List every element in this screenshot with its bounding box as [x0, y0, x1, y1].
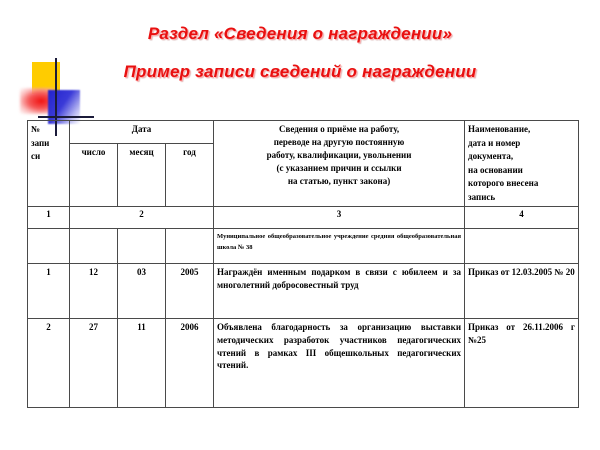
row-2-document: Приказ от 26.11.2006 г №25 [465, 319, 579, 408]
row-1-no: 1 [28, 264, 70, 319]
table-row [28, 319, 579, 408]
page-title: Раздел «Сведения о награждении» [147, 24, 453, 43]
header-record-no [28, 121, 70, 207]
column-number-4: 4 [465, 207, 579, 229]
header-record-no-line2: запи [31, 137, 50, 148]
row-2-info: Объявлена благодарность за организацию выставки методических разработок участников педагогических чтений в рамках III общешкольных педагогических чтений. [214, 319, 465, 408]
row-1-info: Награждён именным подарком в связи с юбилеем и за многолетний добросовестный труд [214, 264, 465, 319]
organization-cell-year [166, 229, 214, 264]
page-subtitle: Пример записи сведений о награждении [123, 62, 477, 81]
header-info [214, 121, 465, 207]
row-1-day: 12 [70, 264, 118, 319]
organization-name: Муниципальное общеобразовательное учреждение средняя общеобразовательная школа № 38 [214, 229, 465, 264]
row-2-year: 2006 [166, 319, 214, 408]
header-info-line4: (с указанием причин и ссылки [276, 163, 402, 174]
row-2-month: 11 [118, 319, 166, 408]
header-document-line3: документа, [468, 151, 514, 161]
workbook-table [27, 120, 579, 408]
organization-row [28, 229, 579, 264]
row-1-year: 2005 [166, 264, 214, 319]
row-2-no: 2 [28, 319, 70, 408]
table-head [28, 121, 579, 207]
header-record-no-line3: си [31, 151, 41, 161]
workbook-table-wrapper [27, 120, 578, 408]
organization-cell-no [28, 229, 70, 264]
table-body [28, 207, 579, 408]
organization-cell-doc [465, 229, 579, 264]
row-1-month: 03 [118, 264, 166, 319]
header-day: число [70, 144, 118, 207]
header-document-line4: на основании [468, 164, 523, 175]
header-document [465, 121, 579, 207]
header-row-top [28, 121, 579, 144]
header-record-no-line1: № [31, 124, 41, 134]
row-1-document: Приказ от 12.03.2005 № 20 [465, 264, 579, 319]
table-row [28, 264, 579, 319]
header-date: Дата [70, 121, 214, 144]
header-info-line3: работу, квалификации, увольнении [266, 150, 412, 161]
column-number-3: 3 [214, 207, 465, 229]
header-document-line6: запись [468, 191, 496, 202]
horizontal-rule-icon [38, 116, 94, 118]
column-number-row [28, 207, 579, 229]
header-document-line1: Наименование, [468, 124, 531, 134]
header-document-line2: дата и номер [468, 137, 521, 148]
column-number-2: 2 [70, 207, 214, 229]
column-number-1: 1 [28, 207, 70, 229]
row-2-day: 27 [70, 319, 118, 408]
header-month: месяц [118, 144, 166, 207]
header-year: год [166, 144, 214, 207]
header-info-line1: Сведения о приёме на работу, [278, 124, 400, 134]
blue-square-icon [48, 90, 80, 124]
organization-cell-day [70, 229, 118, 264]
red-square-icon [20, 88, 54, 114]
organization-cell-month [118, 229, 166, 264]
header-document-line5: которого внесена [468, 178, 539, 188]
header-info-line5: на статью, пункт закона) [287, 176, 391, 187]
header-info-line2: переводе на другую постоянную [273, 137, 405, 148]
slide-titles [0, 0, 600, 82]
